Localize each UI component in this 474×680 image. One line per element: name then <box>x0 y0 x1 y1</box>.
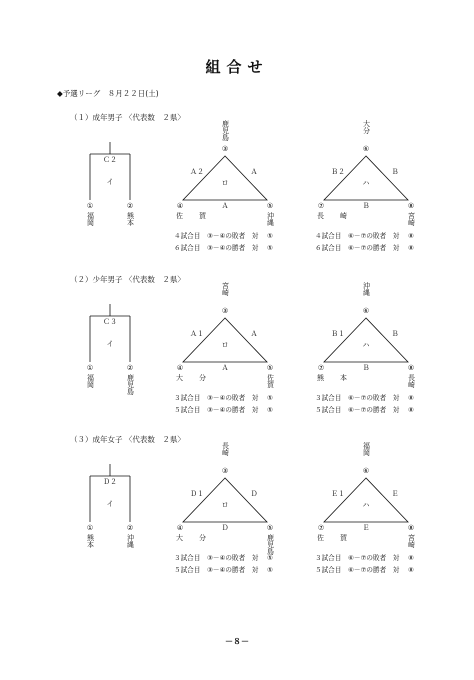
bottom-edge-label: Ｂ <box>362 202 370 210</box>
right-edge-label: Ｄ <box>250 490 258 498</box>
bracket-letter: イ <box>106 340 114 348</box>
match-row-number: ⑤ <box>267 394 273 402</box>
group-triangle <box>183 318 267 362</box>
top-team-number: ③ <box>221 145 229 153</box>
team-name: 長崎 <box>317 212 363 220</box>
team-name: 宮崎 <box>407 534 416 548</box>
team-name: 長崎 <box>407 374 416 388</box>
bottom-edge-label: Ａ <box>221 364 229 372</box>
top-team-name: 長崎 <box>221 442 230 456</box>
left-edge-label: Ｅ１ <box>331 490 345 498</box>
team-name: 佐賀 <box>176 212 222 220</box>
bracket-and-triangles <box>0 112 474 282</box>
team-number: ⑤ <box>266 364 274 372</box>
team-number: ⑧ <box>407 202 415 210</box>
team-number: ① <box>86 524 94 532</box>
section-heading: （２）少年男子 〈代表数 ２県〉 <box>70 275 185 284</box>
bracket-letter: イ <box>106 178 114 186</box>
match-row-text: ３試合目 ⑥－⑦の敗者 対 <box>315 554 400 562</box>
match-row-text: ４試合目 ③－④の敗者 対 <box>174 232 259 240</box>
match-row-number: ⑧ <box>408 406 414 414</box>
group-center-label: ロ <box>221 179 229 187</box>
left-edge-label: Ｂ２ <box>331 168 345 176</box>
match-row-number: ⑧ <box>408 554 414 562</box>
team-number: ① <box>86 202 94 210</box>
top-team-number: ⑥ <box>362 307 370 315</box>
team-number: ④ <box>176 364 184 372</box>
bottom-edge-label: Ｄ <box>221 524 229 532</box>
team-name: 沖縄 <box>266 212 275 226</box>
right-edge-label: Ｂ <box>391 168 399 176</box>
group-triangle <box>324 318 408 362</box>
bracket-and-triangles <box>0 274 474 444</box>
bottom-edge-label: Ｂ <box>362 364 370 372</box>
bracket-and-triangles <box>0 434 474 604</box>
bottom-edge-label: Ａ <box>221 202 229 210</box>
group-triangle <box>324 156 408 200</box>
team-number: ② <box>126 202 134 210</box>
match-row-number: ⑤ <box>267 566 273 574</box>
match-row-number: ⑤ <box>267 232 273 240</box>
match-row-text: ５試合目 ③－④の勝者 対 <box>174 406 259 414</box>
top-team-number: ③ <box>221 307 229 315</box>
team-name: 熊本 <box>126 212 135 226</box>
bracket-code: Ｃ３ <box>103 318 117 326</box>
match-row-number: ⑤ <box>267 554 273 562</box>
section-heading: （１）成年男子 〈代表数 ２県〉 <box>70 113 185 122</box>
team-name: 佐賀 <box>317 534 363 542</box>
team-number: ④ <box>176 202 184 210</box>
team-name: 熊本 <box>317 374 363 382</box>
left-edge-label: Ａ１ <box>190 330 204 338</box>
match-row-number: ⑤ <box>267 406 273 414</box>
team-name: 熊本 <box>86 534 95 548</box>
group-center-label: ロ <box>221 341 229 349</box>
team-number: ④ <box>176 524 184 532</box>
team-name: 宮崎 <box>407 212 416 226</box>
bracket-code: Ｄ２ <box>103 478 117 486</box>
team-name: 沖縄 <box>126 534 135 548</box>
page-title: 組合せ <box>205 58 269 76</box>
team-name: 佐賀 <box>266 374 275 388</box>
group-center-label: ハ <box>362 501 370 509</box>
top-team-name: 鹿児島 <box>221 120 230 141</box>
match-row-text: ３試合目 ③－④の敗者 対 <box>174 554 259 562</box>
group-triangle <box>183 478 267 522</box>
team-number: ⑤ <box>266 202 274 210</box>
match-row-text: ３試合目 ⑥－⑦の敗者 対 <box>315 394 400 402</box>
left-edge-label: Ｄ１ <box>190 490 204 498</box>
group-center-label: ハ <box>362 179 370 187</box>
team-number: ⑦ <box>317 202 325 210</box>
right-edge-label: Ａ <box>250 168 258 176</box>
team-number: ⑦ <box>317 524 325 532</box>
match-row-text: ６試合目 ⑥－⑦の勝者 対 <box>315 244 400 252</box>
match-row-number: ⑧ <box>408 232 414 240</box>
team-name: 大分 <box>176 374 222 382</box>
right-edge-label: Ｂ <box>391 330 399 338</box>
group-triangle <box>183 156 267 200</box>
top-team-number: ⑥ <box>362 467 370 475</box>
top-team-name: 宮崎 <box>221 282 230 296</box>
team-name: 鹿児島 <box>266 534 275 555</box>
match-row-text: ５試合目 ③－④の勝者 対 <box>174 566 259 574</box>
group-triangle <box>324 478 408 522</box>
team-name: 鹿児島 <box>126 374 135 395</box>
top-team-number: ③ <box>221 467 229 475</box>
team-name: 大分 <box>176 534 222 542</box>
team-number: ① <box>86 364 94 372</box>
team-number: ⑧ <box>407 364 415 372</box>
match-row-number: ⑧ <box>408 394 414 402</box>
team-name: 福岡 <box>86 212 95 226</box>
team-number: ⑤ <box>266 524 274 532</box>
match-row-number: ⑧ <box>408 566 414 574</box>
team-number: ⑦ <box>317 364 325 372</box>
top-team-name: 大分 <box>362 120 371 134</box>
top-team-name: 沖縄 <box>362 282 371 296</box>
group-center-label: ロ <box>221 501 229 509</box>
match-section <box>0 434 474 604</box>
match-row-text: ６試合目 ③－④の勝者 対 <box>174 244 259 252</box>
team-name: 福岡 <box>86 374 95 388</box>
match-row-text: ３試合目 ③－④の敗者 対 <box>174 394 259 402</box>
top-team-name: 福岡 <box>362 442 371 456</box>
team-number: ⑧ <box>407 524 415 532</box>
match-row-text: ４試合目 ⑥－⑦の敗者 対 <box>315 232 400 240</box>
section-heading: （３）成年女子 〈代表数 ２県〉 <box>70 435 185 444</box>
match-section <box>0 274 474 444</box>
match-row-number: ⑤ <box>267 244 273 252</box>
team-number: ② <box>126 364 134 372</box>
top-team-number: ⑥ <box>362 145 370 153</box>
bracket-code: Ｃ２ <box>103 156 117 164</box>
schedule-subtitle: ◆予選リーグ ８月２２日(土) <box>57 89 159 98</box>
group-center-label: ハ <box>362 341 370 349</box>
match-row-number: ⑧ <box>408 244 414 252</box>
bracket-letter: イ <box>106 500 114 508</box>
match-row-text: ５試合目 ⑥－⑦の勝者 対 <box>315 406 400 414</box>
team-number: ② <box>126 524 134 532</box>
right-edge-label: Ｅ <box>391 490 399 498</box>
bottom-edge-label: Ｅ <box>362 524 370 532</box>
match-section <box>0 112 474 282</box>
right-edge-label: Ａ <box>250 330 258 338</box>
match-row-text: ５試合目 ⑥－⑦の勝者 対 <box>315 566 400 574</box>
left-edge-label: Ａ２ <box>190 168 204 176</box>
left-edge-label: Ｂ１ <box>331 330 345 338</box>
page-number: －８－ <box>225 637 249 646</box>
